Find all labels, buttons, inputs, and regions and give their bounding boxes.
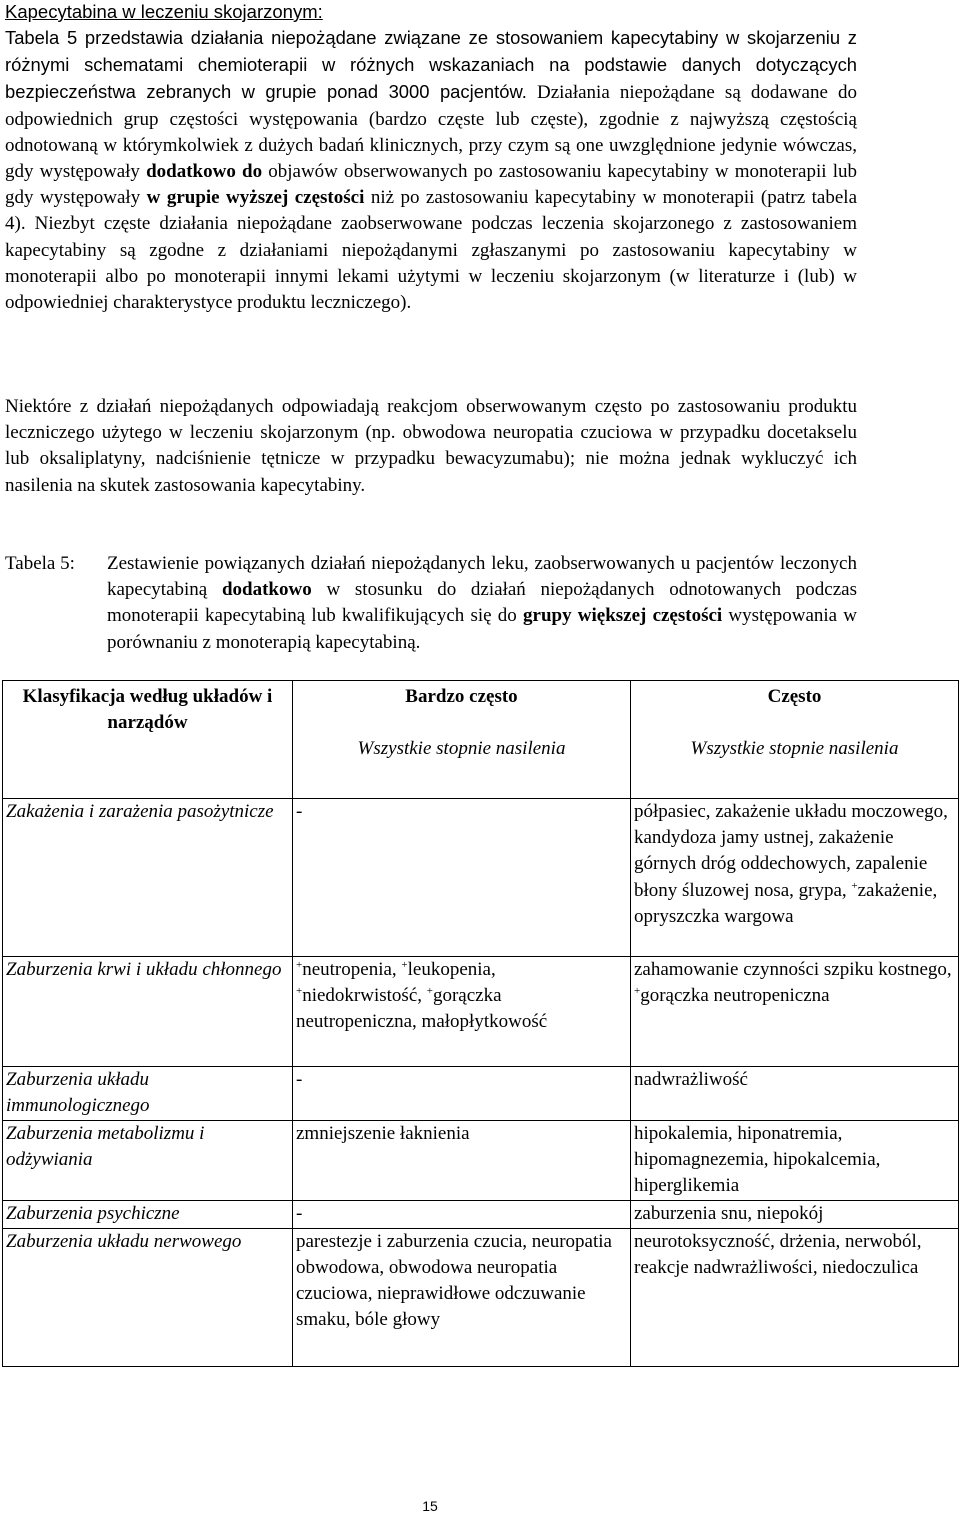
- row-classification: Zaburzenia metabolizmu i odżywiania: [3, 1121, 293, 1201]
- caption-text-2: w stosunku do działań niepożądanych odnotowanych podczas monoterapii kapecytabiną lub kwalifikujących się do: [107, 579, 857, 627]
- row-very-common-text: gorączka neutropeniczna, małopłytkowość: [296, 985, 548, 1033]
- row-common: neurotoksyczność, drżenia, nerwoból, reakcje nadwrażliwości, niedoczulica: [631, 1228, 959, 1366]
- row-common-text-1: półpasiec, zakażenie układu moczowego, kandydoza jamy ustnej, zakażenie górnych dróg oddechowych, zapalenie błony śluzowej nosa, grypa,: [634, 801, 948, 901]
- caption-text: [107, 551, 857, 656]
- row-classification: Zaburzenia psychiczne: [3, 1200, 293, 1228]
- row-very-common-text: leukopenia,: [407, 959, 496, 980]
- second-paragraph: Niektóre z działań niepożądanych odpowiadają reakcjom obserwowanym często po zastosowaniu produktu leczniczego użytego w leczeniu skojarzonym (np. obwodowa neuropatia czuciowa w przypadku docetakselu lub oksaliplatyny, nadciśnienie tętnicze w przypadku bewacyzumabu); nie można jednak wykluczyć ich nasilenia na skutek zastosowania kapecytabiny.: [5, 396, 857, 496]
- row-common-text-2: zakażenie, opryszczka wargowa: [634, 879, 938, 927]
- table-row: [3, 799, 959, 957]
- row-classification: Zakażenia i zarażenia pasożytnicze: [3, 799, 293, 957]
- section-heading: Kapecytabina w leczeniu skojarzonym:: [5, 1, 323, 22]
- header-very-common-label: Bardzo często: [405, 686, 518, 707]
- row-very-common-text: niedokrwistość,: [302, 985, 427, 1007]
- row-classification: Zaburzenia krwi i układu chłonnego: [3, 957, 293, 1067]
- caption-text-3: występowania w porównaniu z monoterapią kapecytabiną.: [107, 605, 858, 653]
- row-common-text-1: zahamowanie czynności szpiku kostnego,: [634, 959, 952, 980]
- row-very-common-text: neutropenia,: [302, 959, 402, 980]
- table-row: [3, 1067, 959, 1121]
- row-common: nadwrażliwość: [631, 1067, 959, 1121]
- table-row: [3, 1228, 959, 1366]
- table-row: [3, 1121, 959, 1201]
- row-very-common: parestezje i zaburzenia czucia, neuropatia obwodowa, obwodowa neuropatia czuciowa, nieprawidłowe odczuwanie smaku, bóle głowy: [293, 1228, 631, 1366]
- caption-bold-1: dodatkowo: [221, 579, 312, 601]
- intro-text-1: Działania niepożądane są dodawane do odpowiednich grup częstości występowania (bardzo częste lub częste), zgodnie z najwyższą częstością odnotowaną w którymkolwiek z dużych badań klinicznych, przy czym są one uwzględnione jedynie wówczas, gdy występowały: [5, 82, 857, 183]
- superscript-marker: +: [401, 959, 408, 971]
- row-common: zaburzenia snu, niepokój: [631, 1200, 959, 1228]
- table-row: [3, 957, 959, 1067]
- row-very-common: zmniejszenie łaknienia: [293, 1121, 631, 1201]
- header-very-common-sub: Wszystkie stopnie nasilenia: [357, 738, 566, 760]
- row-common-text-2: gorączka neutropeniczna: [640, 985, 830, 1007]
- intro-bold-1: dodatkowo do: [146, 161, 263, 183]
- table-row: [3, 1200, 959, 1228]
- row-classification: Zaburzenia układu immunologicznego: [3, 1067, 293, 1121]
- caption-label: Tabela 5:: [5, 553, 75, 574]
- superscript-marker: +: [296, 959, 303, 971]
- row-very-common: -: [293, 799, 631, 957]
- row-very-common: [293, 957, 631, 1067]
- intro-text-2: objawów obserwowanych po zastosowaniu kapecytabiny w monoterapii lub gdy występowały: [5, 161, 857, 209]
- caption-bold-2: grupy większej częstości: [523, 605, 723, 627]
- row-classification: Zaburzenia układu nerwowego: [3, 1228, 293, 1366]
- row-common: [631, 957, 959, 1067]
- header-common: [631, 681, 959, 799]
- adverse-reactions-table: [2, 680, 959, 1367]
- table-header-row: [3, 681, 959, 799]
- superscript-marker: +: [634, 985, 641, 998]
- header-very-common: [293, 681, 631, 799]
- row-very-common: -: [293, 1067, 631, 1121]
- intro-sans-text: Tabela 5 przedstawia działania niepożądane związane ze stosowaniem kapecytabiny w skojarzeniu z różnymi schematami chemioterapii w różnych wskazaniach na podstawie danych dotyczących bezpieczeństwa zebranych w grupie ponad 3000 pacjentów.: [5, 27, 857, 103]
- intro-paragraph: [5, 25, 857, 316]
- intro-bold-2: w grupie wyższej częstości: [146, 187, 365, 209]
- page-number: 15: [422, 1498, 438, 1514]
- intro-text-3: niż po zastosowaniu kapecytabiny w monoterapii (patrz tabela 4). Niezbyt częste działania niepożądane zaobserwowane podczas leczenia skojarzonego z zastosowaniem kapecytabiny są zgodne z działaniami niepożądanymi zgłaszanymi po zastosowaniu kapecytabiny w monoterapii albo po monoterapii innymi lekami użytymi w leczeniu skojarzonym (w literaturze i (lub) w odpowiedniej charakterystyce produktu leczniczego).: [5, 187, 857, 314]
- superscript-marker: +: [296, 985, 303, 998]
- row-very-common: -: [293, 1200, 631, 1228]
- header-common-label: Często: [767, 686, 822, 707]
- row-common: hipokalemia, hiponatremia, hipomagnezemia, hipokalcemia, hiperglikemia: [631, 1121, 959, 1201]
- superscript-marker: +: [851, 879, 858, 892]
- header-common-sub: Wszystkie stopnie nasilenia: [690, 738, 899, 760]
- header-classification: Klasyfikacja według układów i narządów: [3, 681, 293, 799]
- caption-text-1: Zestawienie powiązanych działań niepożądanych leku, zaobserwowanych u pacjentów leczonych kapecytabiną: [107, 553, 857, 601]
- superscript-marker: +: [426, 985, 433, 998]
- row-common: [631, 799, 959, 957]
